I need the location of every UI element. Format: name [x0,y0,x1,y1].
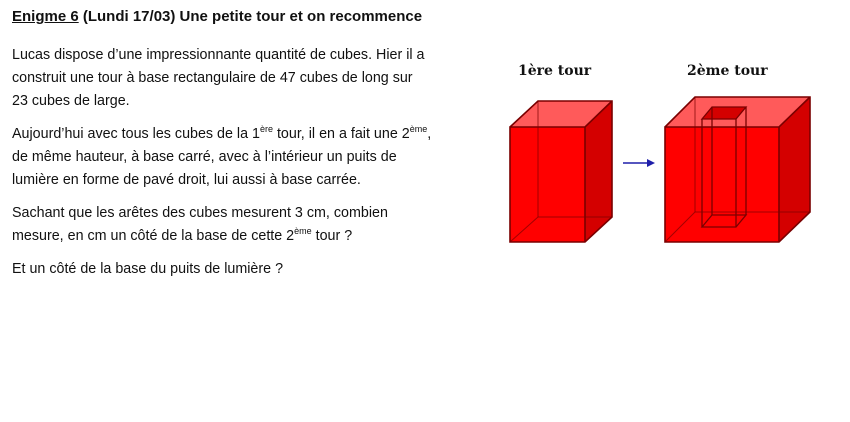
problem-text [12,44,432,291]
superscript-eme-2: ème [294,226,312,236]
superscript-eme: ème [409,124,428,134]
paragraph-3 [12,202,432,248]
towers-figure [480,55,840,255]
superscript-ere: ère [259,124,273,134]
title-rest: (Lundi 17/03) Une petite tour et on recommence [78,8,423,25]
paragraph-4: Et un côté de la base du puits de lumière ? [12,261,284,277]
label-tower-1: 1ère tour [518,63,592,79]
paragraph-1: Lucas dispose d’une impressionnante quantité de cubes. Hier il a construit une tour à base rectangulaire de 47 cubes de long sur 23 cubes de large. [12,47,425,109]
tower-1-front-face [510,127,585,242]
tower-2-box [665,97,810,242]
arrow-icon [623,159,655,167]
paragraph-2-part-c: , de même hauteur, à base carré, avec à l’intérieur un puits de lumière en forme de pavé droit, lui aussi à base carrée. [12,126,432,188]
tower-1-box [510,101,612,242]
label-tower-2: 2ème tour [687,63,768,79]
page-title [12,8,422,25]
paragraph-2 [12,123,432,192]
paragraph-3-part-a: Sachant que les arêtes des cubes mesurent 3 cm, combien mesure, en cm un côté de la base de cette 2 [12,205,388,244]
paragraph-2-part-b: tour, il en a fait une 2 [272,126,410,142]
enigma-label: Enigme 6 [12,8,79,25]
paragraph-3-part-b: tour ? [311,228,353,244]
paragraph-2-part-a: Aujourd’hui avec tous les cubes de la 1 [12,126,260,142]
towers-drawing [480,55,840,255]
